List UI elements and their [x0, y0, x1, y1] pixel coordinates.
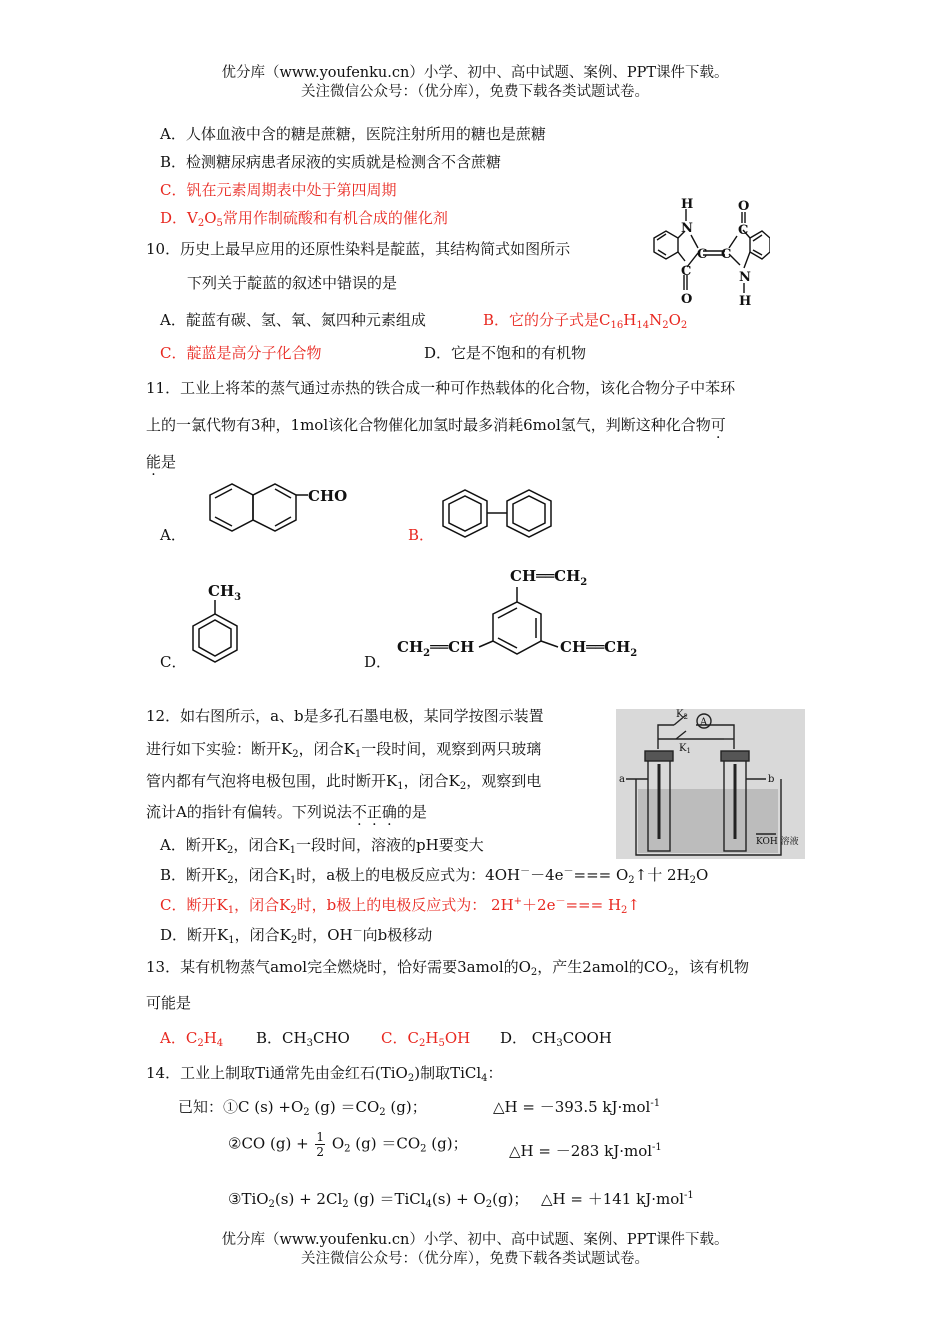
q9-option-b: B．检测糖尿病患者尿液的实质就是检测含不含蔗糖	[160, 153, 502, 171]
indigo-o-bottom: O	[681, 292, 693, 307]
indigo-h-top: H	[681, 197, 694, 212]
indigo-c-right: C	[738, 223, 749, 238]
q13-option-c: C．$C_2H_5OH$	[381, 1029, 471, 1049]
electrode-a-label: a	[619, 774, 625, 785]
indigo-c-center-left: C	[697, 247, 708, 262]
q12-option-c: C．断开$K_1$，闭合$K_2$时，b极上的电极反应式为： $2H^++2e^-=== H_2↑$	[160, 896, 640, 916]
q11-option-d: D．	[364, 653, 392, 671]
q11-line-2: 上的一氯代物有3种，1mol该化合物催化加氢时最多消耗6mol氢气，判断这种化合物可	[146, 416, 726, 434]
k1-label: $K_1$	[679, 743, 691, 755]
q12-line-1: 12．如右图所示，a、b是多孔石墨电极，某同学按图示装置	[146, 707, 544, 725]
indigo-n-right: N	[739, 270, 751, 285]
biphenyl-image	[440, 488, 560, 540]
indigo-n-left: N	[681, 221, 693, 236]
q14-equation-1: 已知：①C $(s) +O_2$ $(g) =CO_2$ (g)；	[178, 1098, 427, 1118]
q14-dh-1: △H = －393.5 kJ·mol$^{-1}$	[493, 1098, 661, 1116]
q10-substem: 下列关于靛蓝的叙述中错误的是	[187, 274, 398, 292]
vinyl-right-label: $CH══CH_2$	[560, 638, 638, 659]
indigo-h-bottom: H	[739, 294, 752, 309]
vinyl-top-label: $CH══CH_2$	[510, 567, 588, 588]
koh-label: KOH 溶液	[756, 837, 799, 847]
indigo-c-center-right: C	[721, 247, 732, 262]
q11-option-c: C．	[160, 653, 187, 671]
q14-dh-3: △H = ＋141 kJ·mol$^{-1}$	[541, 1190, 694, 1208]
k2-label: $K_2$	[676, 709, 688, 721]
q13-option-a: A．$C_2H_4$	[160, 1029, 224, 1049]
q9-option-c: C．钒在元素周期表中处于第四周期	[160, 181, 397, 199]
q13-line-2: 可能是	[146, 994, 192, 1012]
vinyl-left-label: $CH_2══CH$	[397, 638, 475, 659]
trivinylbenzene-image	[395, 566, 640, 666]
q11-line-1: 11．工业上将苯的蒸气通过赤热的铁合成一种可作热载体的化合物，该化合物分子中苯环	[146, 379, 736, 397]
q14-equation-2: ②CO (g) + $\frac{1}{2}$ $O_2$ $(g) =CO_2$ (g)；	[228, 1130, 468, 1159]
q10-option-c: C．靛蓝是高分子化合物	[160, 344, 322, 362]
q11-line-3: 能是	[146, 453, 177, 471]
q11-option-a: A．	[160, 526, 186, 544]
q10-option-b: B．它的分子式是$C_{16}H_{14}N_2O_2$	[483, 311, 688, 331]
q10-option-a: A．靛蓝有碳、氢、氧、氮四种元素组成	[160, 311, 426, 329]
q12-option-a: A．断开$K_2$，闭合$K_1$一段时间，溶液的pH要变大	[160, 836, 484, 856]
ammeter-label: A	[700, 717, 708, 728]
q12-option-b: B．断开$K_2$，闭合$K_1$时，a极上的电极反应式为：$4OH^--4e^-=== O_2↑$十 $2H_2O$	[160, 866, 709, 886]
q13-option-b: B．$CH_3CHO$	[256, 1029, 350, 1049]
q14-equation-3: ③TiO$_2$(s) + $2Cl_2$ (g) ＝TiCl$_4$(s) + $O_2(g)$；	[228, 1190, 529, 1210]
q9-option-a: A．人体血液中含的糖是蔗糖，医院注射所用的糖也是蔗糖	[160, 125, 546, 143]
half-fraction: $\frac{1}{2}$	[316, 1130, 325, 1159]
q10-stem: 10．历史上最早应用的还原性染料是靛蓝，其结构简式如图所示	[146, 240, 571, 258]
header-line-1: 优分库（www.youfenku.cn）小学、初中、高中试题、案例、PPT课件下载。	[221, 65, 729, 81]
q9-option-d: D．$V_2O_5$常用作制硫酸和有机合成的催化剂	[160, 209, 448, 229]
q12-option-d: D．断开$K_1$，闭合$K_2$时，OH－向b极移动	[160, 926, 433, 946]
electrolysis-apparatus-image	[616, 709, 805, 859]
q14-dh-2: △H = －283 kJ·mol$^{-1}$	[509, 1142, 662, 1160]
toluene-image	[188, 578, 258, 664]
header-line-2: 关注微信公众号：（优分库），免费下载各类试题试卷。	[301, 84, 649, 100]
q12-line-3: 管内都有气泡将电极包围，此时断开$K_1$，闭合$K_2$，观察到电	[146, 772, 542, 792]
cho-group-label: CHO	[308, 487, 348, 505]
q14-stem: 14．工业上制取Ti通常先由金红石(TiO$_2$)制取TiCl$_4$：	[146, 1064, 503, 1084]
q12-line-2: 进行如下实验：断开$K_2$，闭合$K_1$一段时间，观察到两只玻璃	[146, 740, 542, 760]
q13-line-1: 13．某有机物蒸气amol完全燃烧时，恰好需要3amol的$O_2$，产生2amol的$CO_2$，该有机物	[146, 958, 750, 978]
footer-line-1: 优分库（www.youfenku.cn）小学、初中、高中试题、案例、PPT课件下载。	[221, 1232, 729, 1248]
footer-line-2: 关注微信公众号：（优分库），免费下载各类试题试卷。	[301, 1251, 649, 1267]
indigo-o-top: O	[738, 199, 750, 214]
indigo-structure-image	[640, 195, 770, 313]
naphthalene-aldehyde-image	[205, 482, 355, 534]
electrode-b-label: b	[768, 774, 775, 785]
ch3-group-label: $CH_3$	[208, 582, 242, 603]
q10-option-d: D．它是不饱和的有机物	[424, 344, 587, 362]
q11-option-b: B．	[408, 526, 435, 544]
indigo-c-left: C	[681, 264, 692, 279]
q12-line-4: 流计A的指针有偏转。下列说法不正确的是	[146, 803, 427, 821]
q13-option-d: D． $CH_3COOH$	[500, 1029, 612, 1049]
